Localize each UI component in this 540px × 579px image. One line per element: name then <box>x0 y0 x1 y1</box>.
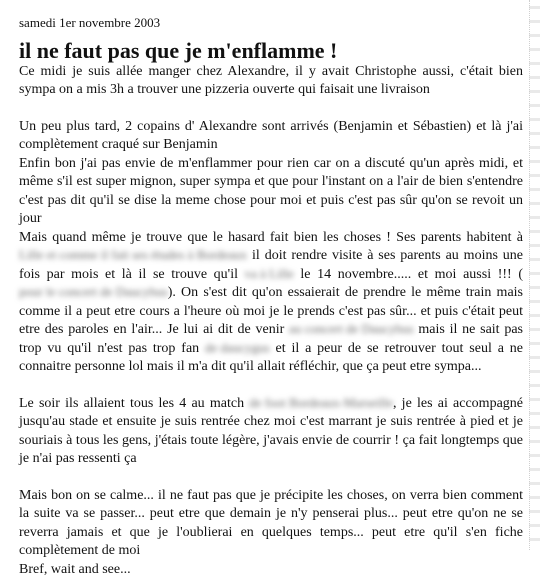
text-segment: Mais quand même je trouve que le hasard fait bien les choses ! Ses parents habitent à <box>19 230 523 245</box>
text-segment: il doit rendre visite à ses parents au moins une fois par mois et là il se trouve qu'il <box>19 248 523 282</box>
paragraph-spacer <box>19 377 523 395</box>
paragraph-calm: Mais bon on se calme... il ne faut pas que je précipite les choses, on verra bien comment la suite va se passer... peut etre que demain je n'y penserai plus... peut etre qu'on ne se reverra jamais et que je l'oublierai en quelques temps... peut etre qu'il s'en fiche complètement de moi <box>19 487 523 561</box>
text-segment: mais il ne sait pas trop vu qu'il n'est pas trop fan <box>19 322 523 356</box>
text-segment: Le soir ils allaient tous les 4 au match <box>19 396 244 411</box>
paragraph-spacer <box>19 469 523 487</box>
blog-post <box>19 14 523 579</box>
paragraph-friends-arrive: Un peu plus tard, 2 copains d' Alexandre sont arrivés (Benjamin et Sébastien) et là j'ai complètement craqué sur Benjamin <box>19 118 523 155</box>
paragraph-lunch: Ce midi je suis allée manger chez Alexandre, il y avait Christophe aussi, c'était bien sympa on a mis 3h a trouver une pizzeria ouverte qui faisait une livraison <box>19 63 523 100</box>
post-title: il ne faut pas que je m'enflamme ! <box>19 39 523 63</box>
text-segment: et il a peur de se retrouver tout seul a ne connaitre personne lol mais il m'a dit qu'il allait réfléchir, que ça peut etre sympa... <box>19 341 523 375</box>
text-segment: le 14 novembre..... et moi aussi !!! ( <box>300 267 523 282</box>
paragraph-hasard <box>19 229 523 377</box>
paragraph-spacer <box>19 100 523 118</box>
redacted-text: au concert de Daucybus <box>289 322 414 336</box>
text-segment: ). On s'est dit qu'on essaierait de prendre le même train mais comme il a peut etre cours a l'heure où moi je le prends c'est pas sûr... et puis c'était peut etre des paroles en l'air... Je lui ai dit de venir <box>19 285 523 337</box>
redacted-text: va à Lille <box>245 267 294 281</box>
redacted-text: de foot Bordeaux-Marseille <box>249 396 393 410</box>
torn-page-edge <box>529 0 540 550</box>
text-segment: , je les ai accompagné jusqu'au stade et ensuite je suis rentrée chez moi c'est marrant je suis rentrée à pied et je souriais à tous les gens, j'étais toute légère, j'avais envie de courrir ! ça fait longtemps que je n'ai pas ressenti ça <box>19 396 523 467</box>
post-date: samedi 1er novembre 2003 <box>19 14 523 33</box>
paragraph-no-enflamme: Enfin bon j'ai pas envie de m'enflammer pour rien car on a discuté qu'un après midi, et même s'il est super mignon, super sympa et que pour l'instant on a l'air de bien s'entendre c'est pas dit qu'il se dise la meme chose pour moi et puis c'est pas sûr qu'on se revoit un jour <box>19 155 523 229</box>
redacted-text: de daucygus <box>205 341 270 355</box>
paragraph-wait-and-see: Bref, wait and see... <box>19 561 523 579</box>
redacted-text: Lille et comme il fait ses études à Bordeaux <box>19 248 247 262</box>
redacted-text: pour le concert de Daucybus <box>19 285 168 299</box>
paragraph-match <box>19 395 523 469</box>
